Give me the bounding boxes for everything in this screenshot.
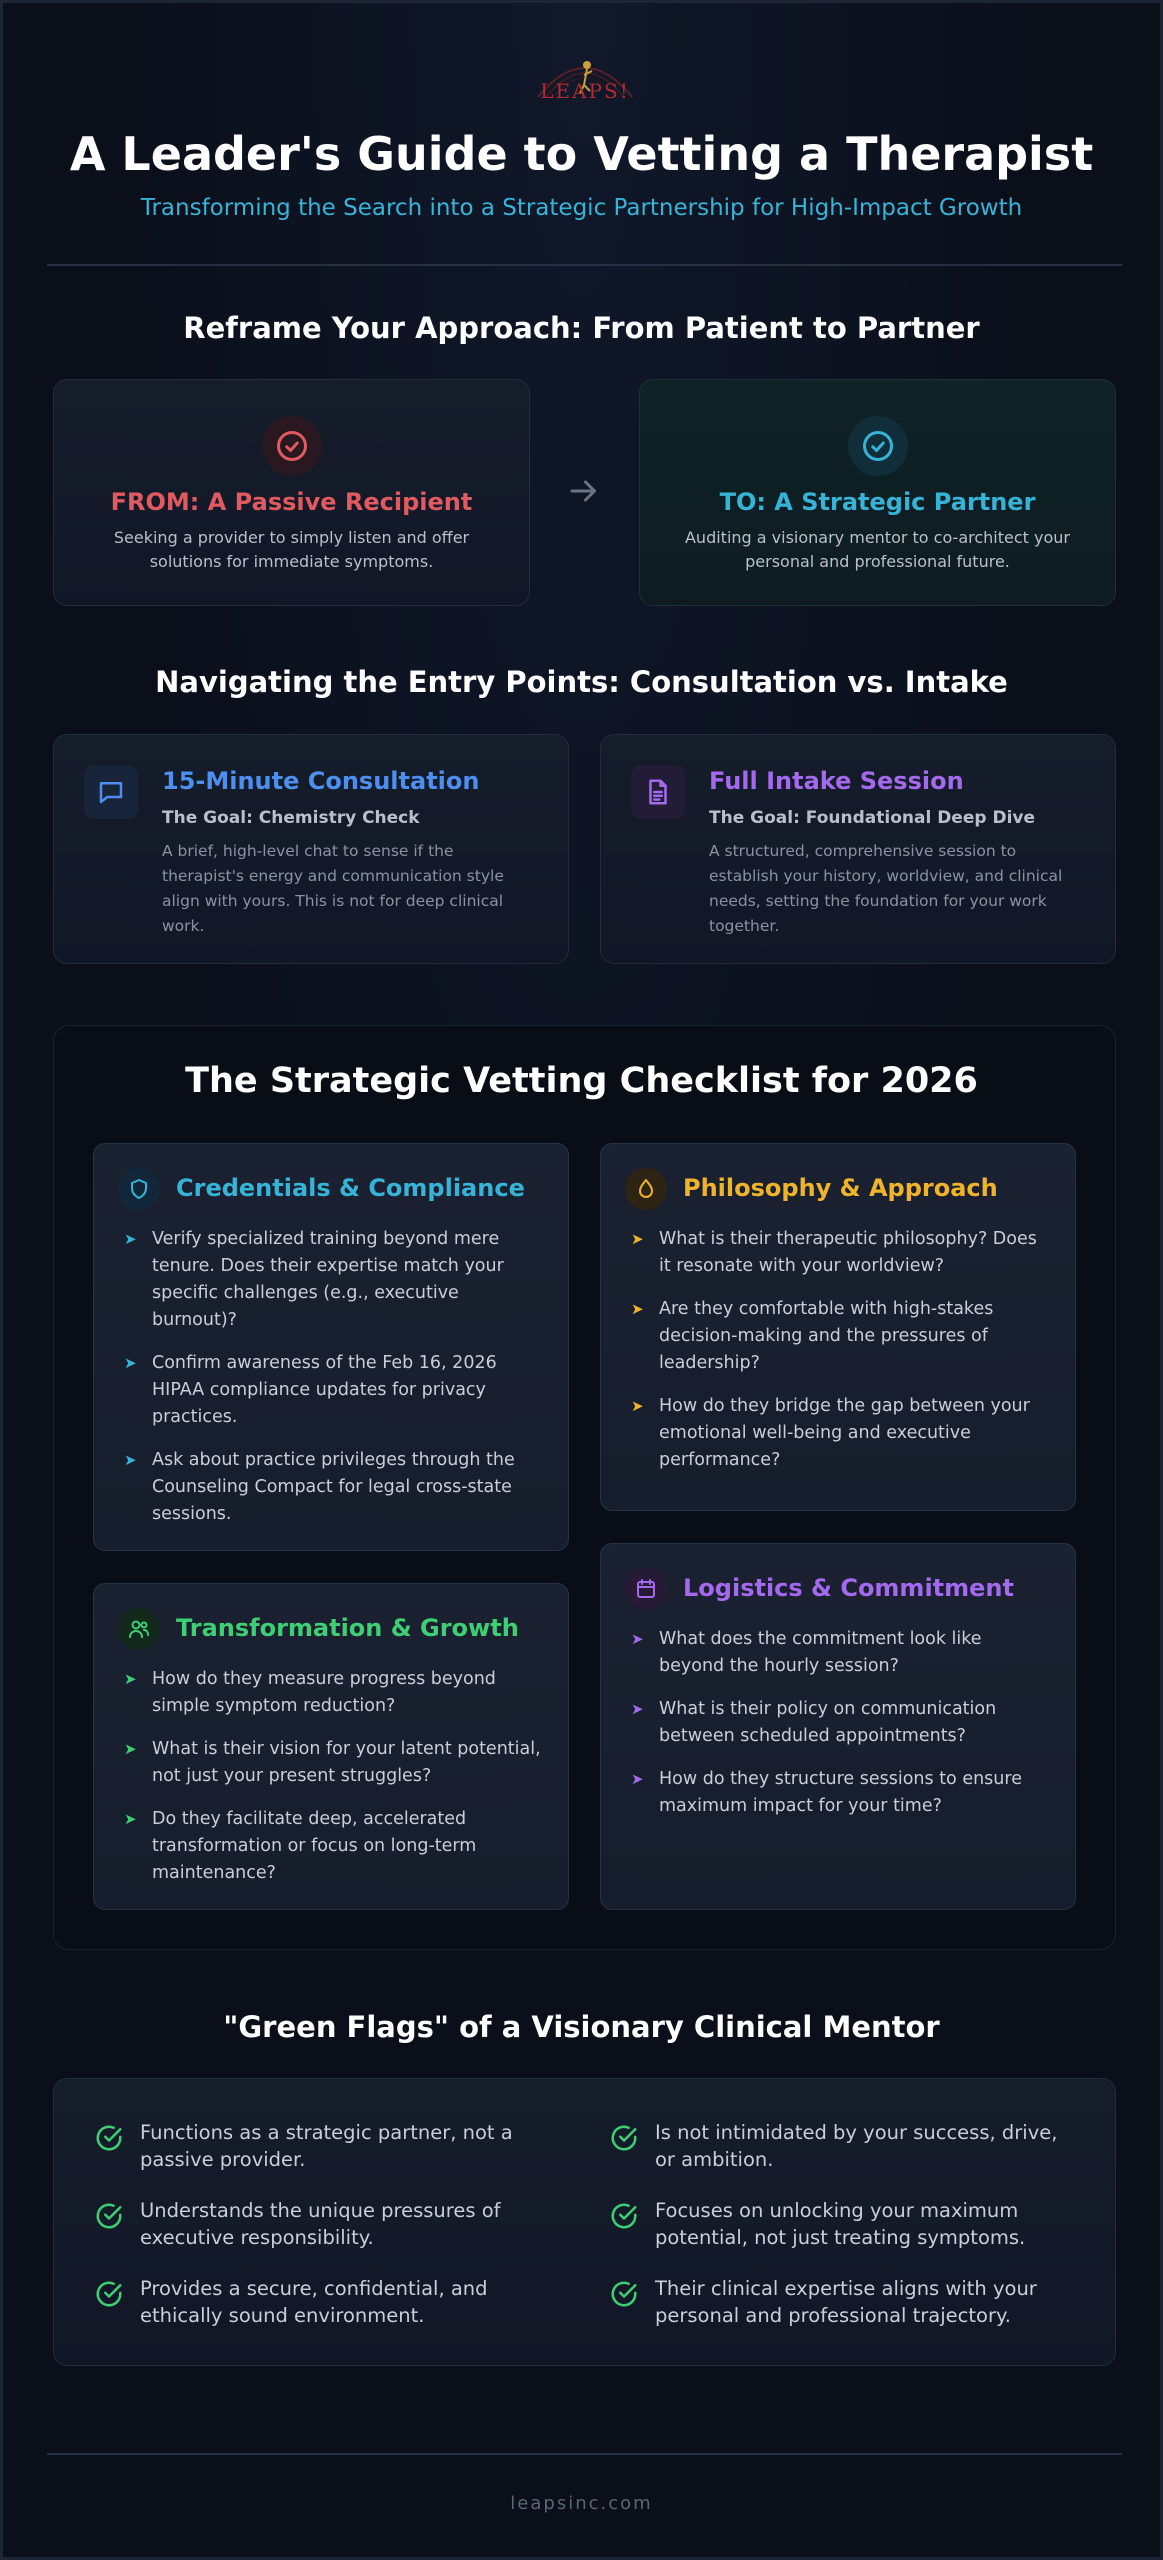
philosophy-list xyxy=(631,1226,1049,1490)
to-description: Auditing a visionary mentor to co-architect your personal and professional future. xyxy=(684,528,1070,571)
green-flag-text: Functions as a strategic partner, not a passive provider. xyxy=(140,2121,513,2171)
reframe-heading: Reframe Your Approach: From Patient to Partner xyxy=(183,311,980,345)
logistics-card xyxy=(600,1543,1076,1910)
arrow-bullet-icon: ➤ xyxy=(124,1230,137,1248)
list-item xyxy=(631,1296,1049,1377)
arrow-bullet-icon: ➤ xyxy=(124,1670,137,1688)
list-item-text: What is their policy on communication between scheduled appointments? xyxy=(659,1699,997,1746)
philosophy-card xyxy=(600,1143,1076,1511)
green-flag-item xyxy=(94,2197,554,2257)
intake-goal: The Goal: Foundational Deep Dive xyxy=(709,808,1036,828)
transformation-list xyxy=(124,1666,542,1903)
green-flag-text: Their clinical expertise aligns with your personal and professional trajectory. xyxy=(655,2277,1037,2327)
arrow-bullet-icon: ➤ xyxy=(631,1630,644,1648)
footer-divider xyxy=(47,2453,1122,2455)
arrow-bullet-icon: ➤ xyxy=(124,1810,137,1828)
consultation-card xyxy=(53,734,569,964)
entry-points-heading: Navigating the Entry Points: Consultation vs. Intake xyxy=(155,665,1008,699)
logistics-title: Logistics & Commitment xyxy=(683,1574,1014,1602)
to-card xyxy=(639,379,1116,606)
logo-text: LEAPS! xyxy=(540,79,630,103)
green-flag-item xyxy=(609,2119,1069,2179)
consultation-description: A brief, high-level chat to sense if the therapist's energy and communication style align with yours. This is not for deep clinical work. xyxy=(162,842,504,935)
list-item-text: Verify specialized training beyond mere tenure. Does their expertise match your specific challenges (e.g., executive burnout)? xyxy=(152,1229,504,1330)
list-item-text: Are they comfortable with high-stakes decision-making and the pressures of leadership? xyxy=(659,1299,994,1373)
check-circle-icon xyxy=(848,416,908,476)
checklist-heading: The Strategic Vetting Checklist for 2026 xyxy=(185,1061,978,1101)
users-icon xyxy=(118,1608,160,1650)
transformation-card xyxy=(93,1583,569,1910)
check-circle-icon xyxy=(94,2201,124,2231)
green-flags-card xyxy=(53,2078,1116,2366)
page-subtitle: Transforming the Search into a Strategic Partnership for High-Impact Growth xyxy=(140,195,1023,221)
list-item-text: How do they measure progress beyond simple symptom reduction? xyxy=(152,1669,496,1716)
footer-link[interactable]: leapsinc.com xyxy=(510,2493,653,2514)
credentials-card xyxy=(93,1143,569,1551)
chat-bubble-icon xyxy=(84,765,138,819)
to-title: TO: A Strategic Partner xyxy=(719,488,1036,516)
page-title: A Leader's Guide to Vetting a Therapist xyxy=(69,127,1094,181)
logistics-list xyxy=(631,1626,1049,1836)
check-circle-icon xyxy=(262,416,322,476)
from-description: Seeking a provider to simply listen and offer solutions for immediate symptoms. xyxy=(113,528,470,571)
list-item xyxy=(124,1806,542,1887)
transformation-title: Transformation & Growth xyxy=(176,1614,519,1642)
arrow-bullet-icon: ➤ xyxy=(631,1397,644,1415)
arrow-bullet-icon: ➤ xyxy=(124,1740,137,1758)
arrow-bullet-icon: ➤ xyxy=(631,1230,644,1248)
arrow-bullet-icon: ➤ xyxy=(631,1700,644,1718)
green-flag-text: Focuses on unlocking your maximum potential, not just treating symptoms. xyxy=(655,2199,1026,2249)
document-icon xyxy=(631,765,685,819)
list-item xyxy=(631,1226,1049,1280)
drop-icon xyxy=(625,1168,667,1210)
from-title: FROM: A Passive Recipient xyxy=(110,488,473,516)
green-flag-text: Provides a secure, confidential, and ethically sound environment. xyxy=(140,2277,488,2327)
list-item-text: What is their vision for your latent potential, not just your present struggles? xyxy=(152,1739,541,1786)
credentials-list xyxy=(124,1226,542,1544)
list-item-text: How do they structure sessions to ensure maximum impact for your time? xyxy=(659,1769,1022,1816)
leaps-logo xyxy=(534,45,636,111)
list-item-text: Confirm awareness of the Feb 16, 2026 HIPAA compliance updates for privacy practices. xyxy=(152,1353,497,1427)
intake-card xyxy=(600,734,1116,964)
shield-icon xyxy=(118,1168,160,1210)
header-divider xyxy=(47,264,1122,266)
list-item xyxy=(124,1736,542,1790)
arrow-right-icon xyxy=(566,473,602,513)
list-item xyxy=(124,1666,542,1720)
green-flag-item xyxy=(609,2197,1069,2257)
green-flag-item xyxy=(94,2275,554,2335)
check-circle-icon xyxy=(609,2201,639,2231)
check-circle-icon xyxy=(609,2279,639,2309)
arrow-bullet-icon: ➤ xyxy=(631,1770,644,1788)
arrow-bullet-icon: ➤ xyxy=(631,1300,644,1318)
list-item-text: What is their therapeutic philosophy? Does it resonate with your worldview? xyxy=(659,1229,1037,1276)
philosophy-title: Philosophy & Approach xyxy=(683,1174,998,1202)
intake-title: Full Intake Session xyxy=(709,767,964,795)
green-flag-item xyxy=(94,2119,554,2179)
list-item xyxy=(124,1447,542,1528)
from-card xyxy=(53,379,530,606)
list-item xyxy=(124,1226,542,1334)
green-flag-text: Is not intimidated by your success, drive, or ambition. xyxy=(655,2121,1058,2171)
list-item xyxy=(631,1766,1049,1820)
list-item xyxy=(631,1696,1049,1750)
credentials-title: Credentials & Compliance xyxy=(176,1174,525,1202)
list-item xyxy=(631,1393,1049,1474)
list-item-text: Ask about practice privileges through the Counseling Compact for legal cross-state sessions. xyxy=(152,1450,515,1524)
list-item-text: How do they bridge the gap between your emotional well-being and executive performance? xyxy=(659,1396,1030,1470)
calendar-icon xyxy=(625,1568,667,1610)
arrow-bullet-icon: ➤ xyxy=(124,1354,137,1372)
check-circle-icon xyxy=(94,2279,124,2309)
consultation-goal: The Goal: Chemistry Check xyxy=(162,808,420,828)
consultation-title: 15-Minute Consultation xyxy=(162,767,480,795)
list-item xyxy=(631,1626,1049,1680)
check-circle-icon xyxy=(94,2123,124,2153)
list-item xyxy=(124,1350,542,1431)
check-circle-icon xyxy=(609,2123,639,2153)
list-item-text: Do they facilitate deep, accelerated transformation or focus on long-term maintenance? xyxy=(152,1809,477,1883)
green-flags-heading: "Green Flags" of a Visionary Clinical Mentor xyxy=(223,2010,940,2044)
intake-description: A structured, comprehensive session to establish your history, worldview, and clinical needs, setting the foundation for your work together. xyxy=(709,842,1063,935)
arrow-bullet-icon: ➤ xyxy=(124,1451,137,1469)
list-item-text: What does the commitment look like beyond the hourly session? xyxy=(659,1629,982,1676)
green-flag-item xyxy=(609,2275,1069,2335)
green-flag-text: Understands the unique pressures of executive responsibility. xyxy=(140,2199,501,2249)
